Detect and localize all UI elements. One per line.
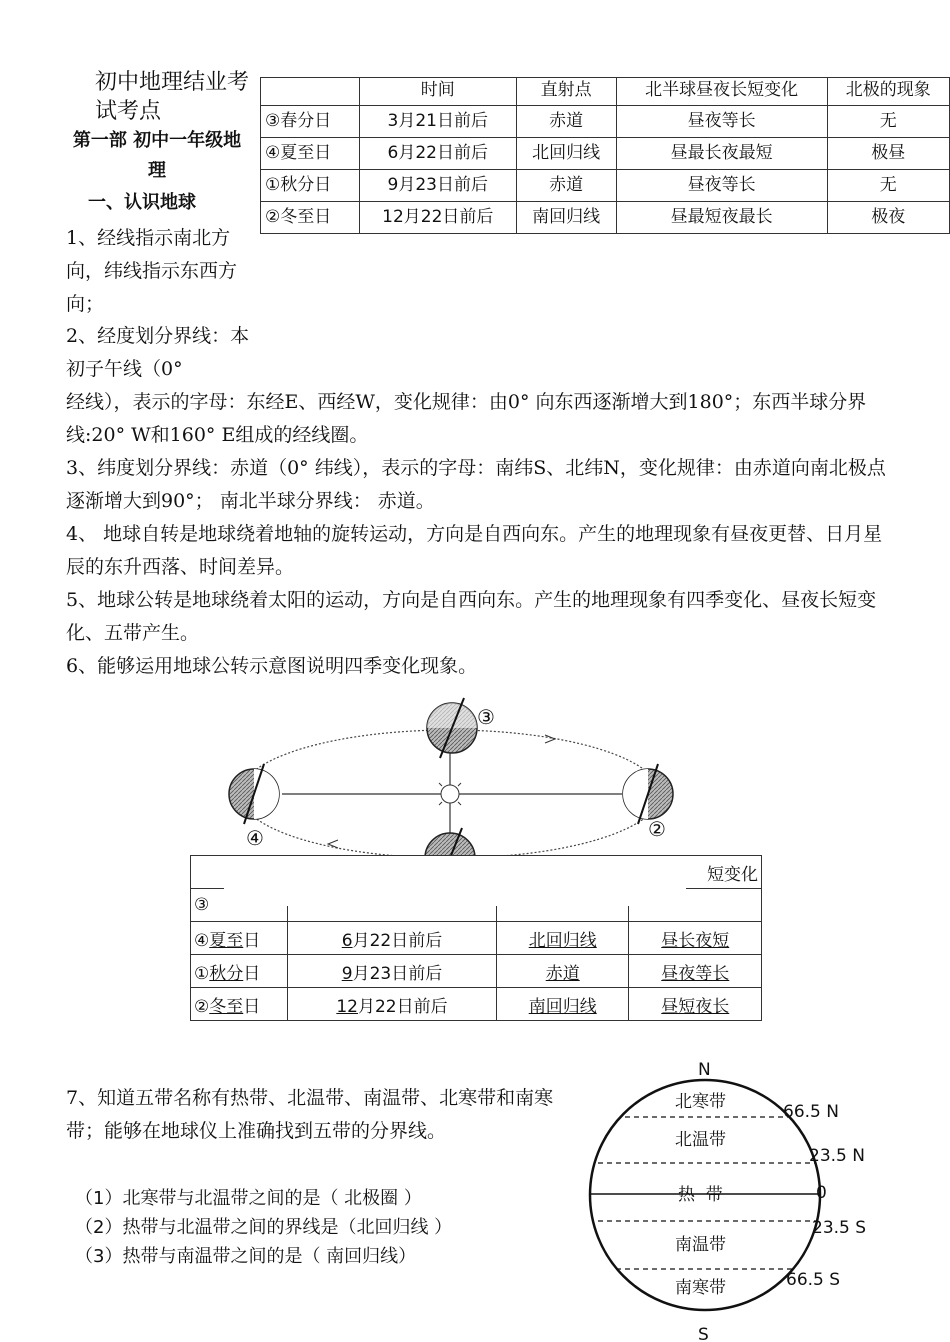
table-row [261,138,950,170]
earth-icon [623,764,673,824]
direct-point: 赤道 [496,955,629,988]
arctic-phenomenon: 无 [827,106,949,138]
lat-label-66s: 66.5 S [786,1270,841,1290]
paragraph-3: 3、纬度划分界线：赤道（0° 纬线），表示的字母：南纬S、北纬N，变化规律：由赤道向南北极点逐渐增大到90°； 南北半球分界线： 赤道。 [66,457,886,512]
season-name: ②冬至日 [191,988,288,1021]
day-night: 昼短夜长 [629,988,762,1021]
day-night: 昼长夜短 [629,922,762,955]
paragraph-5: 5、地球公转是地球绕着太阳的运动，方向是自西向东。产生的地理现象有四季变化、昼夜长短变化、五带产生。 [66,589,877,644]
header-cell [261,78,360,106]
image-overlap-mask [224,856,686,906]
season-date: 12月22日前后 [288,988,497,1021]
header-cell: 北极的现象 [827,78,949,106]
season-name: ④夏至日 [191,922,288,955]
question-3: （3）热带与南温带之间的是（ 南回归线） [75,1246,417,1267]
paragraph-4: 4、 地球自转是地球绕着地轴的旋转运动，方向是自西向东。产生的地理现象有昼夜更替、日月星辰的东升西落、时间差异。 [66,523,883,578]
table-row [191,988,762,1021]
table-row [261,202,950,234]
north-pole-label: N [698,1060,711,1080]
season-table [260,77,950,234]
lat-label-66n: 66.5 N [783,1102,839,1122]
part-title: 第一部 初中一年级地理 [72,130,242,181]
orbit-label-right: ② [648,817,666,841]
zone-tropical: 热 带 [678,1185,723,1205]
paragraph-7: 7、知道五带名称有热带、北温带、南温带、北寒带和南寒带；能够在地球仪上准确找到五带的分界线。 [66,1087,554,1142]
day-night: 昼夜等长 [629,955,762,988]
zone-north-frigid: 北寒带 [675,1092,726,1112]
chapter-title: 一、认识地球 [88,192,196,213]
day-night: 昼夜等长 [616,170,827,202]
table-row [191,955,762,988]
season-name: ①秋分日 [191,955,288,988]
header-cell: 北半球昼夜长短变化 [616,78,827,106]
header-cell: 直射点 [516,78,616,106]
south-pole-label: S [698,1325,709,1342]
arctic-phenomenon: 极夜 [827,202,949,234]
zone-south-temperate: 南温带 [675,1235,726,1255]
table-row [261,106,950,138]
season-date: 3月21日前后 [360,106,517,138]
season-name: ②冬至日 [261,202,360,234]
row-fragment: ③ [191,889,288,922]
earth-icon [427,698,477,758]
zone-south-frigid: 南寒带 [675,1278,726,1298]
question-1: （1）北寒带与北温带之间的是（ 北极圈 ） [75,1188,422,1209]
day-night: 昼夜等长 [616,106,827,138]
season-date: 12月22日前后 [360,202,517,234]
orbit-label-left: ④ [246,826,264,850]
season-name: ④夏至日 [261,138,360,170]
direct-point: 赤道 [516,170,616,202]
season-date: 6月22日前后 [288,922,497,955]
season-date: 9月23日前后 [360,170,517,202]
document-title: 初中地理结业考试考点 [95,70,250,124]
direct-point: 南回归线 [516,202,616,234]
direct-point: 北回归线 [496,922,629,955]
question-2: （2）热带与北温带之间的界线是（北回归线 ） [75,1217,453,1238]
five-zones-diagram [580,1055,900,1342]
paragraph-2-rest: 经线），表示的字母：东经E、西经W，变化规律：由0° 向东西逐渐增大到180°；东西半球分界线:20° W和160° E组成的经线圈。 [66,391,867,446]
direct-point: 赤道 [516,106,616,138]
lat-label-23n: 23.5 N [809,1146,865,1166]
orbit-arrow-icon [545,735,555,743]
earth-icon [229,764,279,824]
direct-point: 北回归线 [516,138,616,170]
arctic-phenomenon: 无 [827,170,949,202]
header-cell: 时间 [360,78,517,106]
table-row [191,922,762,955]
season-date: 6月22日前后 [360,138,517,170]
season-date: 9月23日前后 [288,955,497,988]
paragraph-1: 1、经线指示南北方向，纬线指示东西方向； [66,227,238,315]
table-row [261,170,950,202]
arctic-phenomenon: 极昼 [827,138,949,170]
day-night: 昼最长夜最短 [616,138,827,170]
zone-north-temperate: 北温带 [675,1130,726,1150]
direct-point: 南回归线 [496,988,629,1021]
season-name: ③春分日 [261,106,360,138]
header-fragment: 短变化 [629,856,762,889]
orbit-label-top: ③ [477,705,495,729]
paragraph-2-start: 2、经度划分界线：本初子午线（0° [66,325,250,380]
day-night: 昼最短夜最长 [616,202,827,234]
paragraph-6: 6、能够运用地球公转示意图说明四季变化现象。 [66,655,478,677]
lat-label-23s: 23.5 S [812,1218,867,1238]
lat-label-0: 0 [816,1183,827,1203]
season-name: ①秋分日 [261,170,360,202]
table-header-row [261,78,950,106]
